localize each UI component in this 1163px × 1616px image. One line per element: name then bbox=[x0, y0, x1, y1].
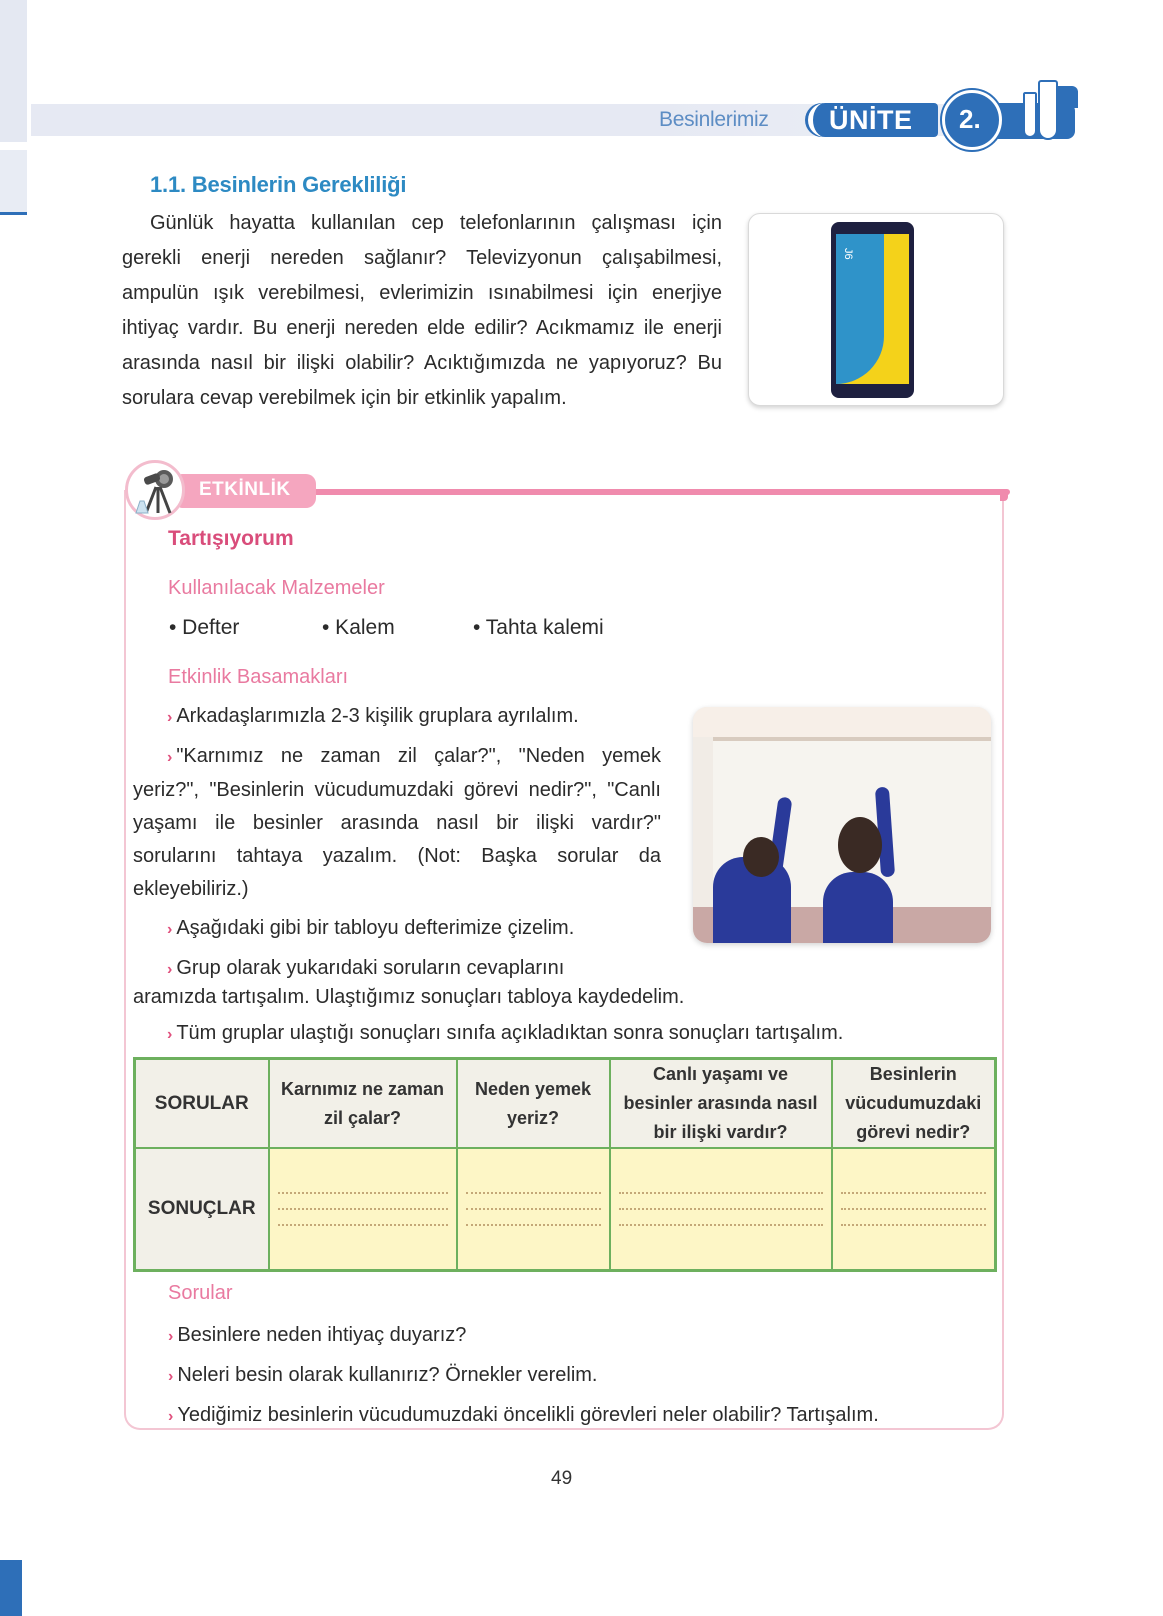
telescope-icon bbox=[125, 460, 185, 520]
steps-list bbox=[133, 700, 661, 986]
test-tube-icon bbox=[1038, 80, 1058, 140]
material-item: • Kalem bbox=[322, 616, 395, 639]
chevron-right-icon: › bbox=[168, 1368, 174, 1385]
materials-heading: Kullanılacak Malzemeler bbox=[168, 577, 385, 599]
step-item: › Arkadaşlarımızla 2-3 kişilik gruplara ayrılalım. bbox=[167, 705, 579, 727]
students-photo bbox=[693, 707, 991, 943]
material-item: • Tahta kalemi bbox=[473, 616, 604, 639]
activity-top-line bbox=[300, 489, 1010, 495]
unit-number: 2. bbox=[959, 104, 981, 134]
test-tube-icon bbox=[1023, 92, 1037, 138]
row-header-questions: SORULAR bbox=[135, 1059, 269, 1149]
question-item: › Neleri besin olarak kullanırız? Örnekler verelim. bbox=[168, 1364, 598, 1386]
unit-title: Besinlerimiz bbox=[659, 108, 769, 131]
row-header-results: SONUÇLAR bbox=[135, 1148, 269, 1270]
questions-list bbox=[168, 1316, 879, 1436]
chevron-right-icon: › bbox=[168, 1408, 174, 1425]
phone-brand: J6 bbox=[842, 248, 854, 260]
activity-title: Tartışıyorum bbox=[168, 527, 294, 550]
step-item: › Grup olarak yukarıdaki soruların cevaplarını bbox=[167, 957, 565, 979]
questions-heading: Sorular bbox=[168, 1282, 233, 1304]
column-header: Neden yemek yeriz? bbox=[457, 1059, 610, 1149]
step-item: › "Karnımız ne zaman zil çalar?", "Neden yemek yeriz?", "Besinlerin vücudumuzdaki görevi nedir?", "Canlı yaşamı ile besinler arasında nasıl bir ilişki vardır?" sorularını tahtaya yazalım. (Not: Başka sorular da ekleyebiliriz.) bbox=[133, 745, 661, 900]
intro-text: Günlük hayatta kullanılan cep telefonlarının çalışması için gerekli enerji nereden sağlanır? Televizyonun çalışabilmesi, ampulün ışık verebilmesi, evlerimizin ısınabilmesi için enerjiye ihtiyaç vardır. Bu enerji nereden elde edilir? Acıkmamız ile enerji arasında nasıl bir ilişki olabilir? Acıktığımızda ne yapıyoruz? Bu sorulara cevap verebilmek için bir etkinlik yapalım. bbox=[122, 212, 722, 409]
step-item-continued: aramızda tartışalım. Ulaştığımız sonuçları tabloya kaydedelim. bbox=[133, 986, 685, 1008]
step-item: › Tüm gruplar ulaştığı sonuçları sınıfa açıkladıktan sonra sonuçları tartışalım. bbox=[167, 1022, 844, 1044]
chevron-right-icon: › bbox=[167, 749, 173, 766]
chevron-right-icon: › bbox=[167, 1026, 173, 1043]
column-header: Besinlerin vücudumuzdaki görevi nedir? bbox=[832, 1059, 996, 1149]
page-number: 49 bbox=[551, 1468, 573, 1489]
table-header-row bbox=[135, 1059, 996, 1149]
answer-cell[interactable] bbox=[832, 1148, 996, 1270]
material-item: • Defter bbox=[169, 616, 240, 639]
steps-heading: Etkinlik Basamakları bbox=[168, 666, 349, 688]
chevron-right-icon: › bbox=[168, 1328, 174, 1345]
edge-tab bbox=[0, 150, 27, 215]
column-header: Karnımız ne zaman zil çalar? bbox=[269, 1059, 457, 1149]
activity-badge-label: ETKİNLİK bbox=[199, 479, 291, 500]
answer-cell[interactable] bbox=[269, 1148, 457, 1270]
activity-corner bbox=[1000, 489, 1008, 501]
intro-paragraph bbox=[122, 206, 722, 416]
question-item: › Besinlere neden ihtiyaç duyarız? bbox=[168, 1324, 467, 1346]
smartphone-screen bbox=[836, 234, 909, 384]
question-item: › Yediğimiz besinlerin vücudumuzdaki öncelikli görevleri neler olabilir? Tartışalım. bbox=[168, 1404, 879, 1426]
edge-tab bbox=[0, 1560, 22, 1616]
answer-cell[interactable] bbox=[610, 1148, 832, 1270]
results-table bbox=[133, 1057, 997, 1272]
chevron-right-icon: › bbox=[167, 961, 173, 978]
edge-tab bbox=[0, 0, 27, 142]
section-title: 1.1. Besinlerin Gerekliliği bbox=[150, 172, 407, 197]
step-item: › Aşağıdaki gibi bir tabloyu defterimize çizelim. bbox=[167, 917, 575, 939]
answer-cell[interactable] bbox=[457, 1148, 610, 1270]
table-row bbox=[135, 1148, 996, 1270]
unit-label: ÜNİTE bbox=[829, 105, 913, 135]
chevron-right-icon: › bbox=[167, 709, 173, 726]
chevron-right-icon: › bbox=[167, 921, 173, 938]
column-header: Canlı yaşamı ve besinler arasında nasıl bir ilişki vardır? bbox=[610, 1059, 832, 1149]
